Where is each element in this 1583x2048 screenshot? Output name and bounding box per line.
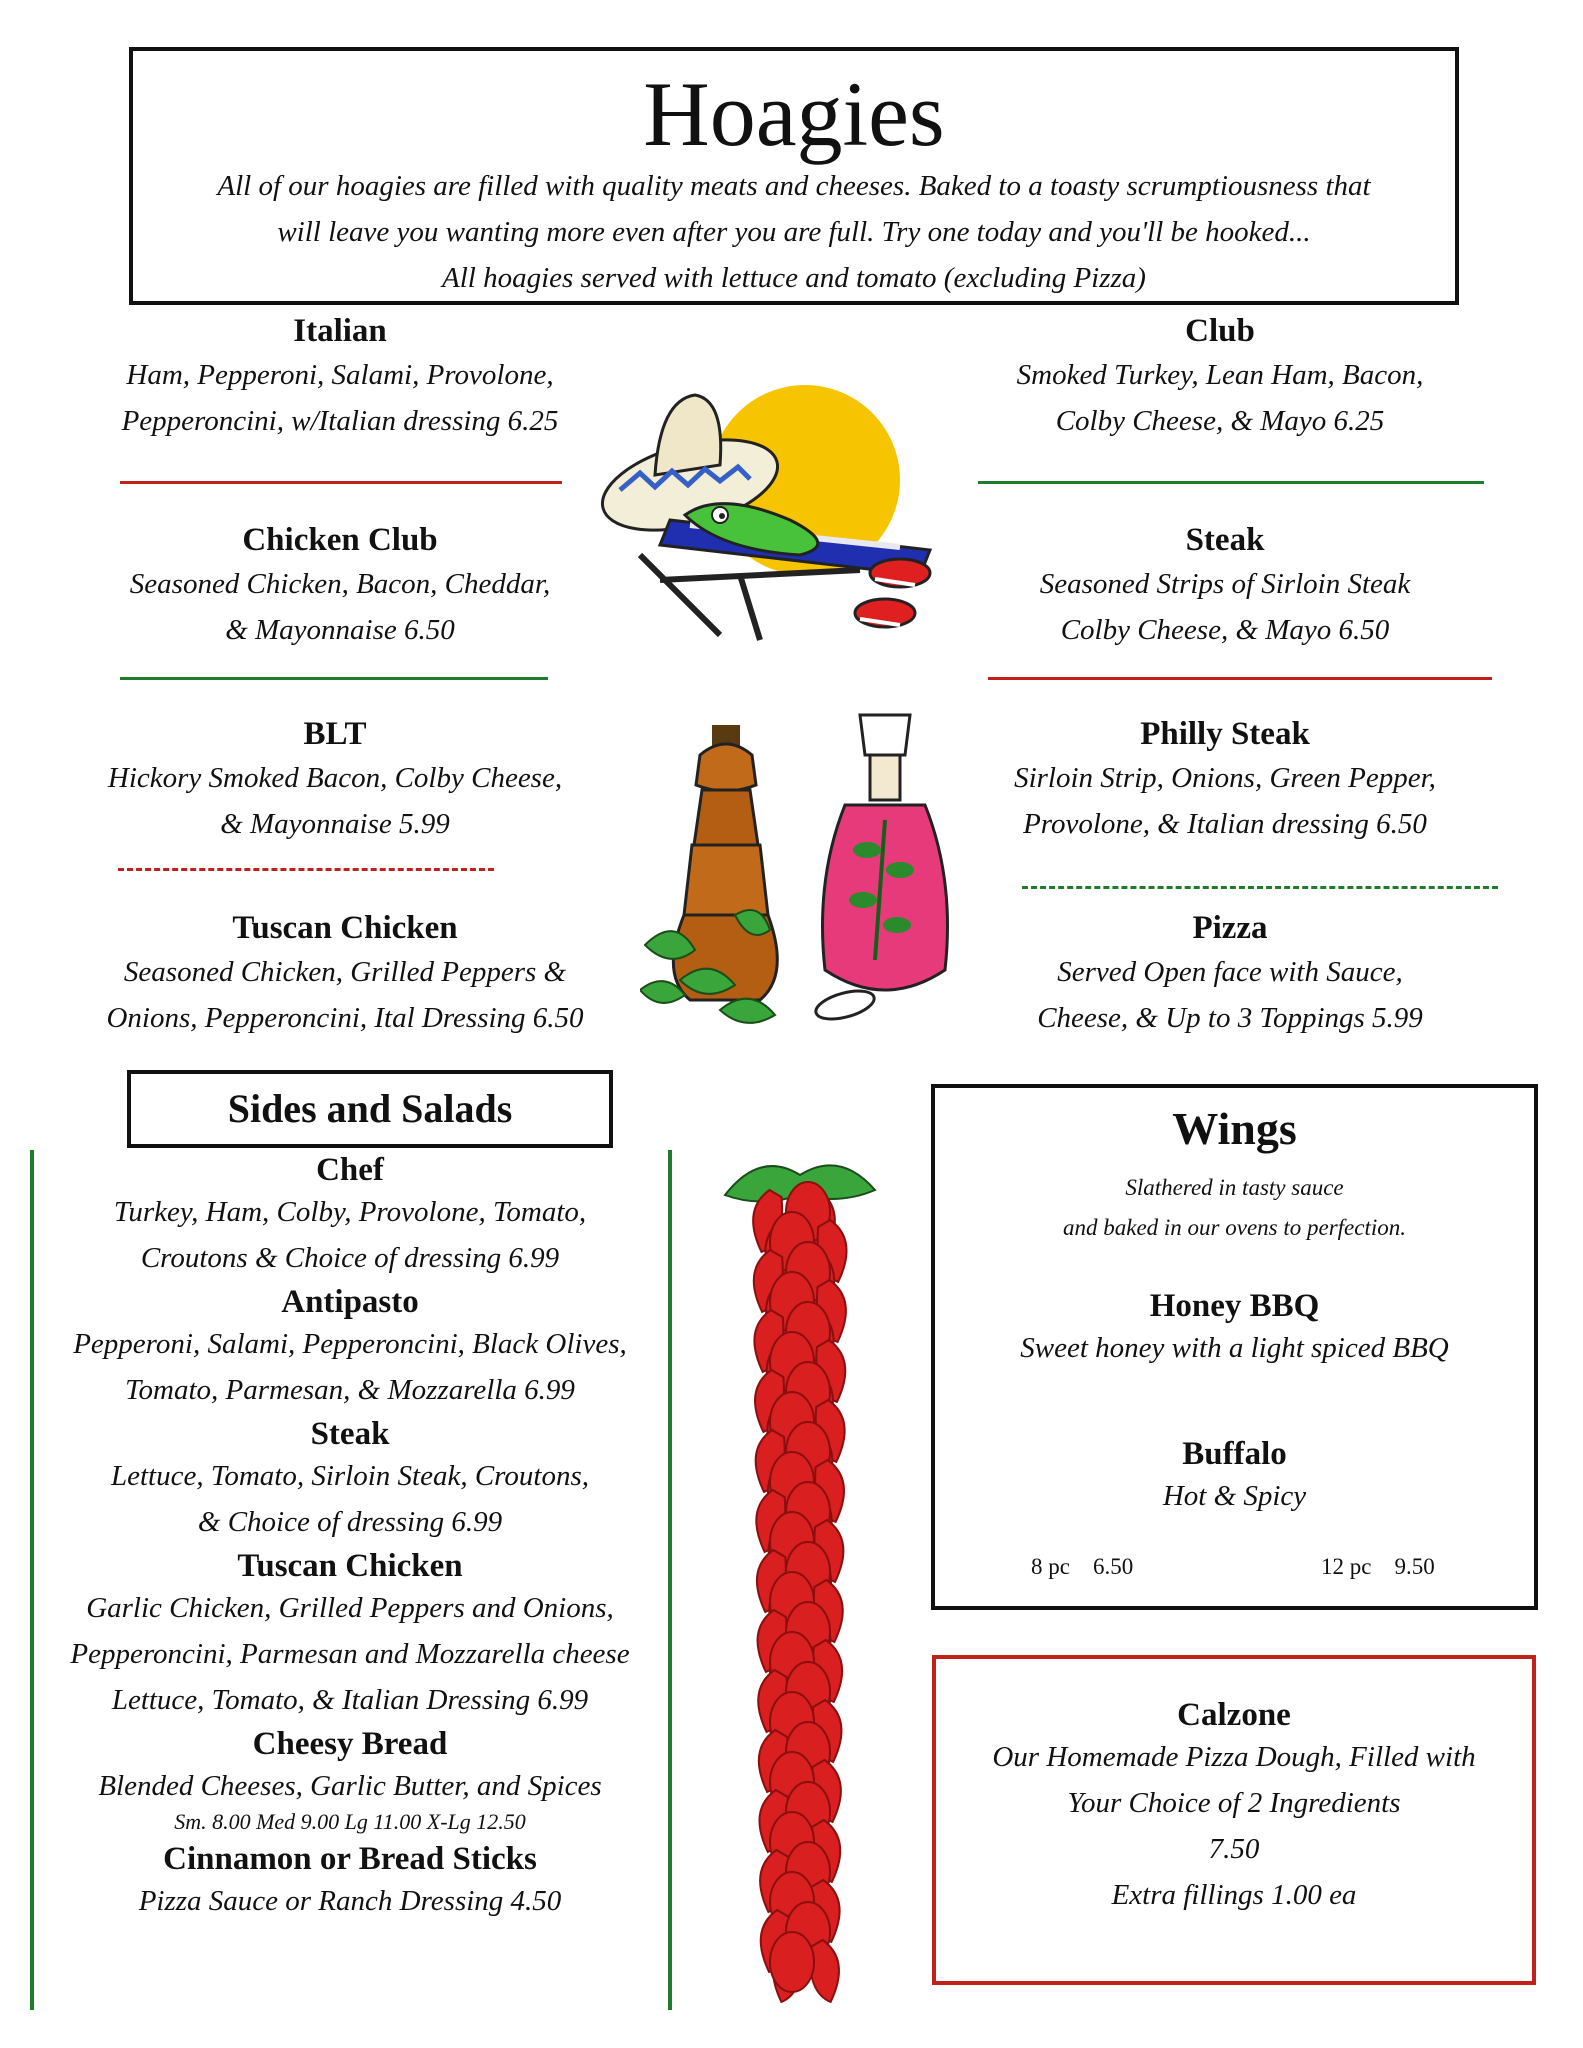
desc-line: Ham, Pepperoni, Salami, Provolone, [126,359,554,391]
desc-line: Seasoned Chicken, Grilled Peppers & [123,956,567,988]
item-name: Club [1185,313,1255,349]
desc-line: Turkey, Ham, Colby, Provolone, Tomato, [113,1196,587,1228]
menu-item [936,1697,1532,1918]
item-desc [980,352,1460,444]
page-title: Hoagies [643,63,945,165]
wings-title: Wings [1172,1103,1297,1154]
item-name: Pizza [1192,910,1268,946]
item-name: Steak [310,1416,390,1452]
intro-text [133,163,1455,301]
item-name: Cinnamon or Bread Sticks [163,1841,537,1877]
intro-line: All of our hoagies are filled with quality meats and cheeses. Baked to a toasty scrumptiousness that [217,170,1371,202]
item-name: Calzone [1177,1697,1291,1733]
desc-line: Pepperoncini, w/Italian dressing 6.25 [121,405,559,437]
desc-line: Hickory Smoked Bacon, Colby Cheese, [107,762,563,794]
desc-line: Extra fillings 1.00 ea [1111,1879,1357,1911]
menu-item [40,1152,660,1281]
desc-line: Onions, Pepperoncini, Ital Dressing 6.50 [106,1002,584,1034]
menu-item [980,716,1470,847]
desc-line: Lettuce, Tomato, Sirloin Steak, Croutons, [111,1460,589,1492]
item-desc: Hot & Spicy [1162,1480,1307,1512]
menu-item [40,1416,660,1545]
item-name: Honey BBQ [1149,1288,1320,1324]
desc-line: Colby Cheese, & Mayo 6.50 [1060,614,1390,646]
size-prices: Sm. 8.00 Med 9.00 Lg 11.00 X-Lg 12.50 [174,1809,526,1834]
desc-line: Your Choice of 2 Ingredients [1067,1787,1401,1819]
desc-line: Pepperoni, Salami, Pepperoncini, Black Olives, [73,1328,627,1360]
calzone-box [932,1655,1536,1985]
item-desc [40,1585,660,1723]
item-name: Tuscan Chicken [232,910,458,946]
desc-line: & Choice of dressing 6.99 [197,1506,503,1538]
desc-line: Lettuce, Tomato, & Italian Dressing 6.99 [111,1684,589,1716]
menu-item [980,522,1470,653]
item-desc [40,1189,660,1281]
item-desc [100,561,580,653]
wings-box [931,1084,1538,1610]
menu-item [935,1436,1534,1519]
menu-item [40,1548,660,1723]
desc-line: & Mayonnaise 6.50 [225,614,455,646]
item-name: Cheesy Bread [252,1726,448,1762]
sides-heading: Sides and Salads [127,1070,613,1148]
subtitle-line: Slathered in tasty sauce [1125,1175,1344,1200]
item-name: Chicken Club [242,522,438,558]
item-name: Philly Steak [1140,716,1310,752]
item-desc: Sweet honey with a light spiced BBQ [1020,1332,1449,1364]
item-desc [100,755,570,847]
menu-item [100,313,580,444]
desc-line: Pepperoncini, Parmesan and Mozzarella cheese [70,1638,630,1670]
divider [120,481,562,484]
item-desc [980,561,1470,653]
item-desc [980,949,1480,1041]
item-name: Italian [293,313,387,349]
item-name: BLT [303,716,367,752]
menu-item [100,716,570,847]
desc-line: Sirloin Strip, Onions, Green Pepper, [1014,762,1436,794]
desc-line: Seasoned Strips of Sirloin Steak [1039,568,1411,600]
item-desc [936,1734,1532,1918]
desc-line: Smoked Turkey, Lean Ham, Bacon, [1016,359,1424,391]
header-box [129,47,1459,305]
subtitle-line: and baked in our ovens to perfection. [1062,1215,1406,1240]
divider [988,677,1492,680]
menu-item [100,522,580,653]
item-name: Tuscan Chicken [237,1548,463,1584]
divider [120,677,548,680]
desc-line: & Mayonnaise 5.99 [220,808,450,840]
item-desc [100,949,590,1041]
sides-list [40,1152,660,1924]
intro-line: All hoagies served with lettuce and tomato (excluding Pizza) [442,262,1146,294]
price-12pc: 12 pc 9.50 [1321,1554,1435,1579]
desc-line: 7.50 [1208,1833,1260,1865]
chili-ristra-icon [700,1150,900,2005]
price-8pc: 8 pc 6.50 [1031,1554,1134,1579]
desc-line: Tomato, Parmesan, & Mozzarella 6.99 [125,1374,575,1406]
desc-line: Croutons & Choice of dressing 6.99 [140,1242,560,1274]
desc-line: Seasoned Chicken, Bacon, Cheddar, [129,568,551,600]
desc-line: Provolone, & Italian dressing 6.50 [1023,808,1427,840]
desc-line: Cheese, & Up to 3 Toppings 5.99 [1037,1002,1423,1034]
sombrero-pepper-icon [600,375,960,670]
item-desc [40,1878,660,1924]
item-name: Antipasto [281,1284,419,1320]
divider-vertical [668,1150,672,2010]
desc-line: Our Homemade Pizza Dough, Filled with [992,1741,1476,1773]
item-desc [100,352,580,444]
item-desc [40,1321,660,1413]
item-desc [40,1453,660,1545]
item-name: Steak [1185,522,1265,558]
divider [118,868,494,871]
desc-line: Served Open face with Sauce, [1057,956,1403,988]
menu-item [980,910,1480,1041]
wings-subtitle [935,1168,1534,1248]
item-name: Chef [316,1152,384,1188]
desc-line: Garlic Chicken, Grilled Peppers and Onions, [86,1592,614,1624]
desc-line: Colby Cheese, & Mayo 6.25 [1055,405,1385,437]
menu-item [100,910,590,1041]
divider [978,481,1484,484]
menu-item [40,1726,660,1835]
divider-vertical [30,1150,34,2010]
divider [1022,886,1498,889]
oil-bottle-icon [805,710,965,1040]
intro-line: will leave you wanting more even after you are full. Try one today and you'll be hooked... [277,216,1311,248]
desc-line: Pizza Sauce or Ranch Dressing 4.50 [138,1885,562,1917]
menu-item [40,1841,660,1924]
menu-item [40,1284,660,1413]
item-desc [980,755,1470,847]
item-name: Buffalo [1182,1436,1287,1472]
menu-item [980,313,1460,444]
desc-line: Blended Cheeses, Garlic Butter, and Spices [98,1770,602,1802]
item-desc [40,1763,660,1809]
menu-item [935,1288,1534,1371]
